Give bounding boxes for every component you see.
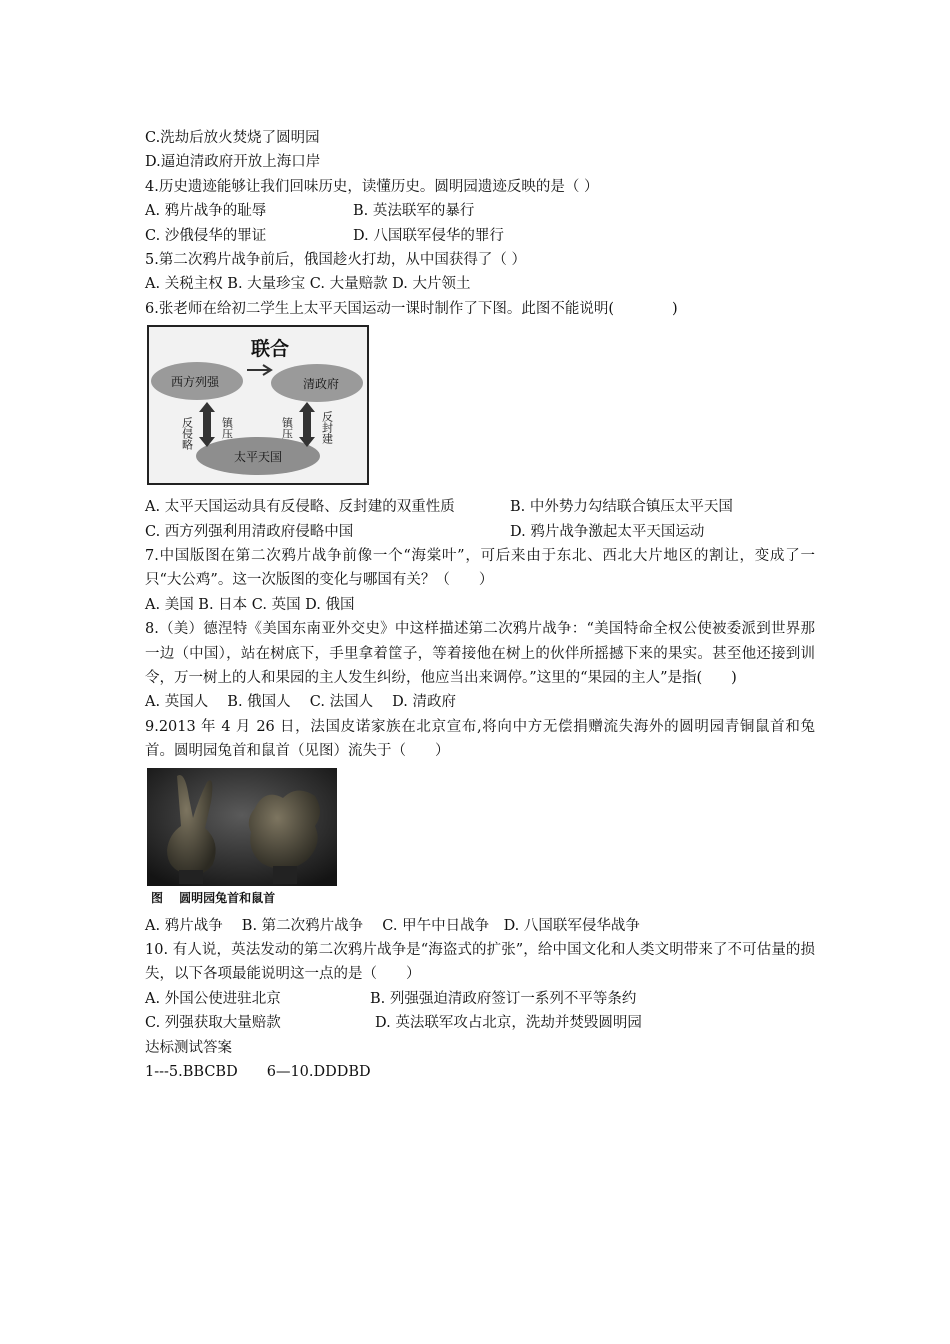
answers-text: 1---5.BBCBD 6—10.DDDBD xyxy=(145,1063,371,1080)
question-5-stem: 5.第二次鸦片战争前后，俄国趁火打劫，从中国获得了（ ） xyxy=(145,251,526,268)
question-6-stem: 6.张老师在给初二学生上太平天国运动一课时制作了下图。此图不能说明( ) xyxy=(145,300,678,317)
diagram-right-label: 清政府 xyxy=(302,377,340,392)
question-4-stem: 4.历史遗迹能够让我们回味历史，读懂历史。圆明园遗迹反映的是（ ） xyxy=(145,178,599,195)
diagram-label-suppress-right: 镇压 xyxy=(280,417,294,440)
diagram-label-anti-feudal: 反封建 xyxy=(320,411,334,445)
question-10-options-cd: C. 列强获取大量赔款 D. 英法联军攻占北京，洗劫并焚毁圆明园 xyxy=(145,1015,642,1032)
question-7-stem: 7.中国版图在第二次鸦片战争前像一个“海棠叶”，可后来由于东北、西北大片地区的割让，变成了一只“大公鸡”。这一次版图的变化与哪国有关？（ ） xyxy=(145,547,815,589)
question-8-options: A. 英国人 B. 俄国人 C. 法国人 D. 清政府 xyxy=(145,694,457,711)
question-4-options-ab: A. 鸦片战争的耻辱 B. 英法联军的暴行 xyxy=(145,203,475,220)
question-7-options: A. 美国 B. 日本 C. 英国 D. 俄国 xyxy=(145,596,355,613)
diagram-top-label: 联合 xyxy=(250,338,290,361)
question-6-options-cd: C. 西方列强利用清政府侵略中国 D. 鸦片战争激起太平天国运动 xyxy=(145,523,705,540)
question-10-options-ab: A. 外国公使进驻北京 B. 列强强迫清政府签订一系列不平等条约 xyxy=(145,990,637,1007)
bronze-heads-photo xyxy=(147,768,337,908)
taiping-diagram xyxy=(147,325,369,485)
question-10-stem: 10. 有人说，英法发动的第二次鸦片战争是“海盗式的扩张”，给中国文化和人类文明带来了不可估量的损失，以下各项最能说明这一点的是（ ） xyxy=(145,941,815,983)
question-9-options: A. 鸦片战争 B. 第二次鸦片战争 C. 甲午中日战争 D. 八国联军侵华战争 xyxy=(145,917,640,934)
question-9-stem: 9.2013 年 4 月 26 日，法国皮诺家族在北京宣布,将向中方无偿捐赠流失海外的圆明园青铜鼠首和兔首。圆明园兔首和鼠首（见图）流失于（ ） xyxy=(145,718,815,760)
question-6-options-ab: A. 太平天国运动具有反侵略、反封建的双重性质 B. 中外势力勾结联合镇压太平天国 xyxy=(145,499,733,516)
question-8-stem: 8.（美）德涅特《美国东南亚外交史》中这样描述第二次鸦片战争：“美国特命全权公使被委派到世界那一边（中国），站在树底下，手里拿着筐子，等着接他在树上的伙伴所摇撼下来的果实。甚至他还接到训令，万一树上的人和果园的主人发生纠纷，他应当出来调停。”这里的“果园的主人”是指( ) xyxy=(145,621,815,686)
diagram-bottom-label: 太平天国 xyxy=(233,450,283,465)
answers-title: 达标测试答案 xyxy=(145,1039,232,1056)
diagram-label-suppress-left: 镇压 xyxy=(220,417,234,440)
question-4-options-cd: C. 沙俄侵华的罪证 D. 八国联军侵华的罪行 xyxy=(145,227,504,244)
option-d-prev: D.逼迫清政府开放上海口岸 xyxy=(145,154,321,171)
diagram-left-label: 西方列强 xyxy=(170,375,220,390)
question-5-options: A. 关税主权 B. 大量珍宝 C. 大量赔款 D. 大片领土 xyxy=(145,276,471,293)
diagram-label-anti-aggression: 反侵略 xyxy=(180,417,194,451)
option-c-prev: C.洗劫后放火焚烧了圆明园 xyxy=(145,130,320,146)
photo-caption: 图 圆明园兔首和鼠首 xyxy=(151,890,276,905)
document-body xyxy=(145,126,815,1084)
